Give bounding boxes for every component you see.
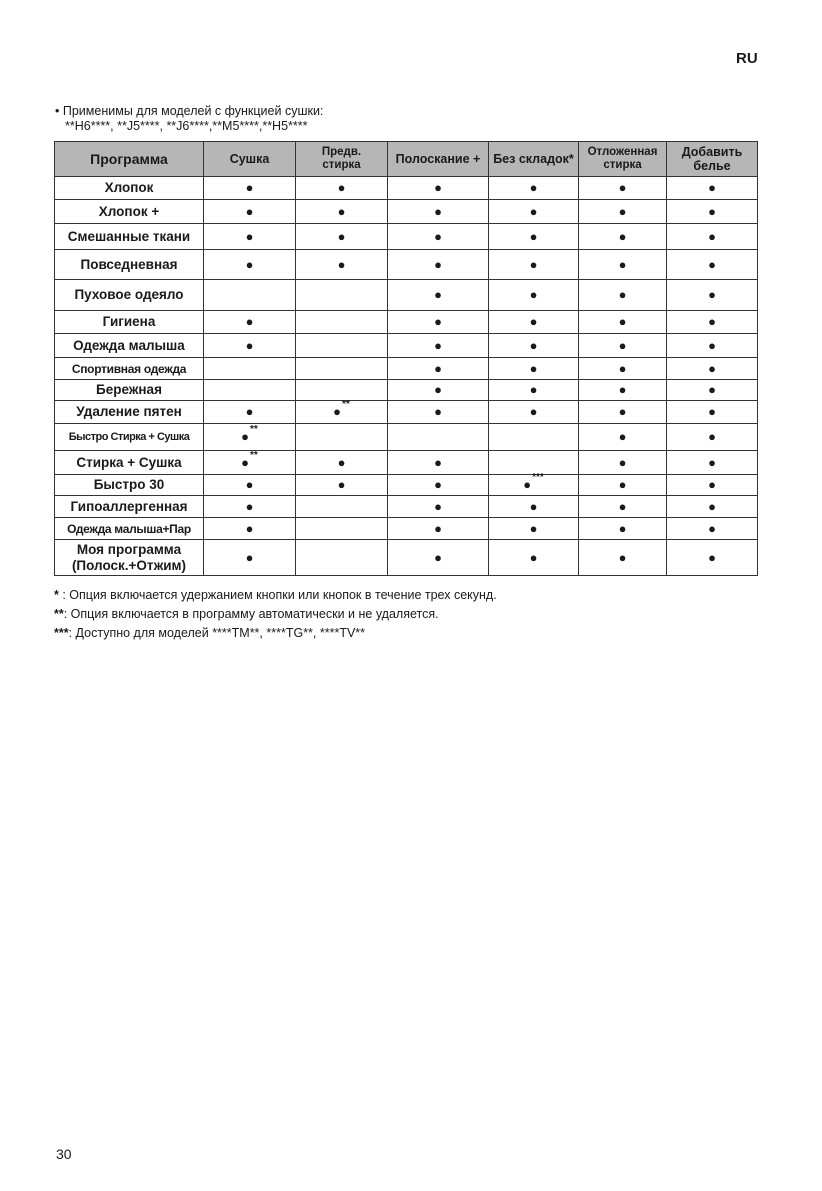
program-name: Повседневная <box>55 250 204 280</box>
availability-dot-icon: ● <box>529 287 538 302</box>
option-cell <box>204 475 296 496</box>
table-row <box>55 475 758 496</box>
availability-dot-icon: ● <box>434 498 442 514</box>
option-cell <box>579 224 667 250</box>
option-cell <box>388 224 489 250</box>
table-body <box>55 177 758 576</box>
page-number: 30 <box>56 1146 72 1162</box>
option-cell <box>489 200 579 224</box>
availability-dot-icon: ● <box>618 429 627 444</box>
option-cell <box>489 496 579 518</box>
program-name: Гипоаллергенная <box>55 496 204 518</box>
table-row <box>55 311 758 334</box>
availability-dot-icon: ● <box>708 203 716 219</box>
availability-dot-icon: ● <box>618 382 627 397</box>
option-cell <box>489 311 579 334</box>
option-cell <box>667 177 758 200</box>
footnote-1: * : Опция включается удержанием кнопки или кнопок в течение трех секунд. <box>54 588 497 602</box>
table-row <box>55 540 758 576</box>
availability-dot-icon: ● <box>529 520 538 536</box>
availability-dot-icon: ● <box>708 228 716 244</box>
option-cell <box>204 401 296 424</box>
option-cell <box>388 401 489 424</box>
availability-dot-icon: ● <box>618 228 627 244</box>
program-name: Пуховое одеяло <box>55 280 204 311</box>
option-cell <box>579 177 667 200</box>
option-cell <box>489 451 579 475</box>
availability-dot-icon: ● <box>618 180 627 195</box>
availability-dot-icon: ● <box>434 314 442 329</box>
option-cell <box>579 380 667 401</box>
availability-dot-icon: ● <box>529 203 538 219</box>
table-row <box>55 401 758 424</box>
availability-dot-icon: ● <box>245 520 254 536</box>
option-cell <box>579 424 667 451</box>
availability-dot-icon: ● <box>523 477 532 492</box>
table-row <box>55 250 758 280</box>
availability-dot-icon: ● <box>708 454 716 470</box>
availability-dot-icon: ● <box>708 180 716 195</box>
option-cell <box>667 380 758 401</box>
option-cell <box>388 177 489 200</box>
availability-dot-icon: ● <box>333 404 342 419</box>
applicability-note <box>55 104 323 134</box>
option-cell <box>388 540 489 576</box>
availability-dot-icon: ● <box>618 549 627 565</box>
program-name: Одежда малыша <box>55 334 204 358</box>
availability-dot-icon: ● <box>708 404 716 419</box>
option-cell <box>296 280 388 311</box>
option-cell <box>667 540 758 576</box>
availability-dot-icon: ● <box>241 429 250 444</box>
availability-dot-icon: ● <box>337 180 346 195</box>
option-cell <box>489 540 579 576</box>
option-cell <box>204 311 296 334</box>
availability-dot-icon: ● <box>245 404 254 419</box>
option-cell <box>489 518 579 540</box>
option-cell <box>296 540 388 576</box>
option-cell <box>204 518 296 540</box>
bullet-icon: • <box>55 104 60 118</box>
option-cell <box>489 424 579 451</box>
option-cell <box>296 424 388 451</box>
option-cell <box>296 380 388 401</box>
option-cell <box>388 380 489 401</box>
availability-dot-icon: ● <box>708 360 716 376</box>
footnote-marker: ** <box>342 399 350 410</box>
availability-dot-icon: ● <box>708 287 716 302</box>
option-cell <box>204 250 296 280</box>
availability-dot-icon: ● <box>337 454 346 470</box>
availability-dot-icon: ● <box>434 180 442 195</box>
program-name: Удаление пятен <box>55 401 204 424</box>
program-name: Смешанные ткани <box>55 224 204 250</box>
availability-dot-icon: ● <box>245 228 254 244</box>
table-row <box>55 451 758 475</box>
option-cell <box>667 311 758 334</box>
col-header-drying: Сушка <box>204 142 296 177</box>
option-cell <box>388 358 489 380</box>
program-name: Моя программа (Полоск.+Отжим) <box>55 540 204 576</box>
availability-dot-icon: ● <box>245 180 254 195</box>
table-row <box>55 224 758 250</box>
col-header-prewash: Предв. стирка <box>296 142 388 177</box>
availability-dot-icon: ● <box>434 454 442 470</box>
option-cell <box>579 250 667 280</box>
option-cell <box>204 424 296 451</box>
availability-dot-icon: ● <box>241 454 250 470</box>
option-cell <box>489 334 579 358</box>
table-row <box>55 177 758 200</box>
col-header-program: Программа <box>55 142 204 177</box>
option-cell <box>388 496 489 518</box>
option-cell <box>204 224 296 250</box>
availability-dot-icon: ● <box>434 228 442 244</box>
option-cell <box>489 380 579 401</box>
option-cell <box>388 311 489 334</box>
availability-dot-icon: ● <box>434 404 442 419</box>
option-cell <box>296 496 388 518</box>
option-cell <box>204 334 296 358</box>
availability-dot-icon: ● <box>337 203 346 219</box>
availability-dot-icon: ● <box>245 477 254 492</box>
option-cell <box>667 424 758 451</box>
availability-dot-icon: ● <box>618 477 627 492</box>
option-cell <box>579 475 667 496</box>
option-cell <box>579 358 667 380</box>
option-cell <box>296 250 388 280</box>
availability-dot-icon: ● <box>618 314 627 329</box>
option-cell <box>296 224 388 250</box>
col-header-add-laundry: Добавить белье <box>667 142 758 177</box>
availability-dot-icon: ● <box>618 256 627 272</box>
table-row <box>55 380 758 401</box>
program-name: Стирка + Сушка <box>55 451 204 475</box>
table-row <box>55 358 758 380</box>
option-cell <box>489 177 579 200</box>
option-cell <box>579 518 667 540</box>
table-row <box>55 334 758 358</box>
table-row <box>55 280 758 311</box>
availability-dot-icon: ● <box>529 404 538 419</box>
option-cell <box>579 200 667 224</box>
program-name: Бережная <box>55 380 204 401</box>
availability-dot-icon: ● <box>434 287 442 302</box>
option-cell <box>204 540 296 576</box>
program-name: Быстро Стирка + Сушка <box>55 424 204 451</box>
option-cell <box>667 250 758 280</box>
option-cell <box>667 401 758 424</box>
option-cell <box>579 451 667 475</box>
program-options-table <box>54 141 758 576</box>
availability-dot-icon: ● <box>529 549 538 565</box>
option-cell <box>579 401 667 424</box>
program-name: Хлопок + <box>55 200 204 224</box>
availability-dot-icon: ● <box>529 180 538 195</box>
option-cell <box>296 311 388 334</box>
availability-dot-icon: ● <box>529 382 538 397</box>
option-cell <box>204 451 296 475</box>
table-row <box>55 518 758 540</box>
option-cell <box>388 334 489 358</box>
availability-dot-icon: ● <box>708 337 716 353</box>
table-row <box>55 496 758 518</box>
option-cell <box>204 496 296 518</box>
col-header-rinse-plus: Полоскание + <box>388 142 489 177</box>
availability-dot-icon: ● <box>708 382 716 397</box>
availability-dot-icon: ● <box>337 477 346 492</box>
program-name: Быстро 30 <box>55 475 204 496</box>
availability-dot-icon: ● <box>618 520 627 536</box>
footnote-marker: ** <box>250 424 258 435</box>
option-cell <box>204 358 296 380</box>
availability-dot-icon: ● <box>434 256 442 272</box>
option-cell <box>204 200 296 224</box>
footnote-2: **: Опция включается в программу автоматически и не удаляется. <box>54 607 439 621</box>
availability-dot-icon: ● <box>618 203 627 219</box>
table-row <box>55 200 758 224</box>
program-name: Гигиена <box>55 311 204 334</box>
option-cell <box>388 280 489 311</box>
option-cell <box>296 177 388 200</box>
footnote-marker: ** <box>250 449 258 461</box>
option-cell <box>667 358 758 380</box>
option-cell <box>489 250 579 280</box>
option-cell <box>489 280 579 311</box>
col-header-no-crease: Без складок* <box>489 142 579 177</box>
option-cell <box>667 200 758 224</box>
applicability-line-1: • Применимы для моделей с функцией сушки: <box>55 104 324 118</box>
availability-dot-icon: ● <box>708 520 716 536</box>
option-cell <box>667 451 758 475</box>
option-cell <box>296 200 388 224</box>
program-name: Одежда малыша+Пар <box>55 518 204 540</box>
option-cell <box>296 401 388 424</box>
availability-dot-icon: ● <box>529 256 538 272</box>
option-cell <box>296 518 388 540</box>
availability-dot-icon: ● <box>245 203 254 219</box>
option-cell <box>388 451 489 475</box>
availability-dot-icon: ● <box>618 454 627 470</box>
availability-dot-icon: ● <box>245 549 254 565</box>
program-name: Хлопок <box>55 177 204 200</box>
option-cell <box>579 540 667 576</box>
option-cell <box>388 518 489 540</box>
availability-dot-icon: ● <box>245 337 254 353</box>
option-cell <box>388 424 489 451</box>
option-cell <box>667 496 758 518</box>
availability-dot-icon: ● <box>434 360 442 376</box>
availability-dot-icon: ● <box>434 549 442 565</box>
option-cell <box>388 250 489 280</box>
availability-dot-icon: ● <box>245 256 254 272</box>
option-cell <box>489 401 579 424</box>
footnote-marker: *** <box>532 472 544 483</box>
applicability-models: **H6****, **J5****, **J6****,**M5****,**H5**** <box>65 119 308 133</box>
availability-dot-icon: ● <box>337 228 346 244</box>
option-cell <box>296 358 388 380</box>
availability-dot-icon: ● <box>434 337 442 353</box>
availability-dot-icon: ● <box>245 498 254 514</box>
availability-dot-icon: ● <box>708 429 716 444</box>
option-cell <box>579 334 667 358</box>
availability-dot-icon: ● <box>434 203 442 219</box>
option-cell <box>388 475 489 496</box>
availability-dot-icon: ● <box>529 337 538 353</box>
option-cell <box>296 475 388 496</box>
footnotes <box>54 586 497 643</box>
availability-dot-icon: ● <box>434 520 442 536</box>
option-cell <box>204 177 296 200</box>
footnote-3: ***: Доступно для моделей ****TM**, ****TG**, ****TV** <box>54 626 366 640</box>
availability-dot-icon: ● <box>618 404 627 419</box>
option-cell <box>204 380 296 401</box>
availability-dot-icon: ● <box>245 314 254 329</box>
availability-dot-icon: ● <box>708 477 716 492</box>
table-header-row <box>55 142 758 177</box>
option-cell <box>489 358 579 380</box>
availability-dot-icon: ● <box>618 337 627 353</box>
option-cell <box>579 311 667 334</box>
option-cell <box>579 280 667 311</box>
availability-dot-icon: ● <box>337 256 346 272</box>
option-cell <box>667 518 758 540</box>
availability-dot-icon: ● <box>434 477 442 492</box>
availability-dot-icon: ● <box>529 228 538 244</box>
option-cell <box>296 451 388 475</box>
option-cell <box>489 224 579 250</box>
availability-dot-icon: ● <box>529 498 538 514</box>
option-cell <box>489 472 579 496</box>
option-cell <box>667 280 758 311</box>
option-cell <box>296 334 388 358</box>
option-cell <box>204 280 296 311</box>
col-header-delay: Отложенная стирка <box>579 142 667 177</box>
option-cell <box>579 496 667 518</box>
availability-dot-icon: ● <box>708 549 716 565</box>
availability-dot-icon: ● <box>434 382 442 397</box>
language-label: RU <box>736 50 758 67</box>
availability-dot-icon: ● <box>618 287 627 302</box>
availability-dot-icon: ● <box>708 256 716 272</box>
option-cell <box>667 334 758 358</box>
availability-dot-icon: ● <box>708 314 716 329</box>
availability-dot-icon: ● <box>529 360 538 376</box>
table-row <box>55 424 758 451</box>
availability-dot-icon: ● <box>618 360 627 376</box>
availability-dot-icon: ● <box>708 498 716 514</box>
availability-dot-icon: ● <box>529 314 538 329</box>
availability-dot-icon: ● <box>618 498 627 514</box>
option-cell <box>667 224 758 250</box>
program-name: Спортивная одежда <box>55 358 204 380</box>
option-cell <box>388 200 489 224</box>
option-cell <box>667 475 758 496</box>
